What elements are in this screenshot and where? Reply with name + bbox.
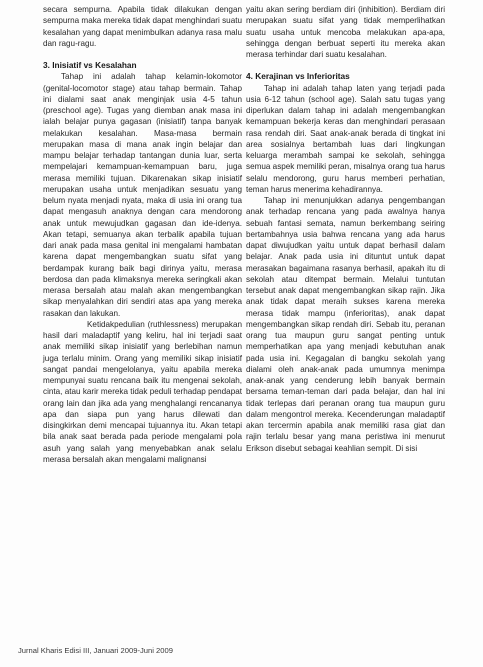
right-column — [246, 4, 445, 454]
left-column — [43, 4, 242, 465]
right-intro-paragraph: yaitu akan sering berdiam diri (inhibition). Berdiam diri merupakan suatu sifat yang tidak memperlihatkan suatu usaha untuk mencoba melakukan apa-apa, sehingga dengan berbuat seperti itu mereka akan merasa terhindar dari suatu kesalahan. — [246, 5, 445, 59]
left-intro-paragraph: secara sempurna. Apabila tidak dilakukan dengan sempurna maka mereka tidak dapat menghindari suatu kesalahan yang dapat menimbulkan adanya rasa malu dan ragu-ragu. — [43, 5, 242, 48]
spacer — [43, 49, 242, 60]
page-footer: Jurnal Kharis Edisi III, Januari 2009-Juni 2009 — [18, 646, 173, 655]
section-3-paragraph-1: Tahap ini adalah tahap kelamin-lokomotor (genital-locomotor stage) atau tahap bermain. Tahap ini dialami saat anak menginjak usia 4-5 tahun (preschool age). Tugas yang diemban anak masa ini ialah belajar punya gagasan (inisiatif) tanpa banyak melakukan kesalahan. Masa-masa bermain merupakan masa di mana anak ingin belajar dan mampu belajar terhadap tantangan dunia luar, serta mempelajari kemampuan-kemampuan baru, juga merasa memiliki tujuan. Dikarenakan sikap inisiatif merupakan usaha untuk menjadikan sesuatu yang belum nyata menjadi nyata, maka di usia ini orang tua dapat mengasuh anaknya dengan cara mendorong anak untuk mewujudkan gagasan dan ide-idenya. Akan tetapi, semuanya akan terbalik apabila tujuan dari anak pada masa genital ini mengalami hambatan karena dapat mengembangkan suatu sifat yang berdampak kurang baik bagi dirinya yaitu, merasa berdosa dan pada klimaksnya mereka seringkali akan merasa bersalah atau malah akan mengembangkan sikap menyalahkan diri sendiri atas apa yang mereka rasakan dan lakukan. — [43, 72, 242, 318]
section-4-heading: 4. Kerajinan vs Inferioritas — [246, 71, 350, 82]
section-4-paragraph-1: Tahap ini adalah tahap laten yang terjadi pada usia 6-12 tahun (school age). Salah satu tugas yang diperlukan dalam tahap ini adalah mengembangkan kemampuan bekerja keras dan menghindari perasaan rasa rendah diri. Saat anak-anak berada di tingkat ini area sosialnya bertambah luas dari lingkungan keluarga merambah sampai ke sekolah, sehingga semua aspek memiliki peran, misalnya orang tua harus selalu mendorong, guru harus memberi perhatian, teman harus menerima kehadirannya. — [246, 83, 445, 194]
section-4-paragraph-2: Tahap ini menunjukkan adanya pengembangan anak terhadap rencana yang pada awalnya hanya sebuah fantasi semata, namun berkembang seiring bertambahnya usia bahwa rencana yang ada harus dapat diwujudkan yaitu untuk dapat berhasil dalam belajar. Anak pada usia ini dituntut untuk dapat merasakan bagaimana rasanya berhasil, apakah itu di sekolah atau ditempat bermain. Melalui tuntutan tersebut anak dapat mengembangkan sikap rajin. Jika anak tidak dapat meraih sukses karena mereka merasa tidak mampu (inferioritas), anak dapat mengembangkan sikap rendah diri. Sebab itu, peranan orang tua maupun guru sangat penting untuk memperhatikan apa yang menjadi kebutuhan anak pada usia ini. Kegagalan di bangku sekolah yang dialami oleh anak-anak pada umumnya menimpa anak-anak yang cenderung lebih banyak bermain bersama teman-teman dari pada belajar, dan hal ini tidak terlepas dari peranan orang tua maupun guru dalam mengontrol mereka. Kecenderungan maladaptif akan tercermin apabila anak memiliki rasa giat dan rajin terlalu besar yang mana peristiwa ini menurut Erikson disebut sebagai keahlian sempit. Di sisi — [246, 196, 445, 453]
section-3-paragraph-2: Ketidakpedulian (ruthlessness) merupakan hasil dari maladaptif yang keliru, hal ini terjadi saat anak memiliki sikap inisiatif yang berlebihan namun juga terlalu minim. Orang yang memiliki sikap inisiatif sangat pandai mengelolanya, yaitu apabila mereka mempunyai suatu rencana baik itu mengenai sekolah, cinta, atau karir mereka tidak peduli terhadap pendapat orang lain dan jika ada yang menghalangi rencananya apa dan siapa pun yang harus dilewati dan disingkirkan demi mencapai tujuannya itu. Akan tetapi bila anak saat berada pada periode mengalami pola asuh yang salah yang menyebabkan anak selalu merasa bersalah akan mengalami malignansi — [43, 319, 242, 464]
section-3-heading: 3. Inisiatif vs Kesalahan — [43, 60, 137, 70]
spacer — [246, 60, 445, 71]
